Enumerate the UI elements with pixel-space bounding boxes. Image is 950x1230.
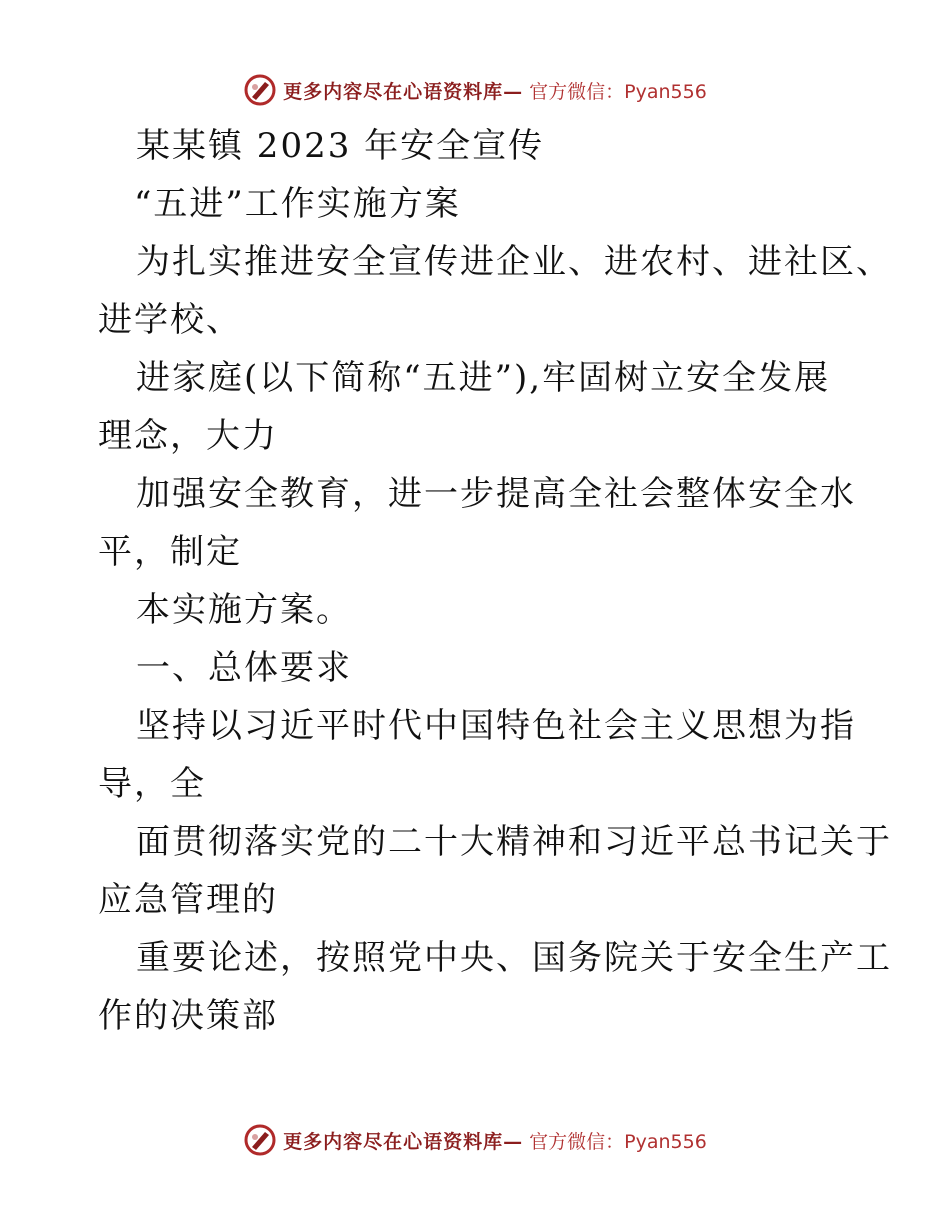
doc-paragraph-line: 加强安全教育，进一步提高全社会整体安全水 <box>136 474 856 514</box>
doc-paragraph-line: 坚持以习近平时代中国特色社会主义思想为指 <box>136 706 856 746</box>
brand-logo-icon <box>243 73 277 107</box>
doc-paragraph-line: 本实施方案。 <box>136 590 352 630</box>
watermark-text: 更多内容尽在心语资料库— <box>283 80 524 103</box>
document-body <box>98 117 892 1045</box>
doc-paragraph-line: 平，制定 <box>98 532 242 572</box>
footer-watermark <box>0 1120 950 1160</box>
doc-paragraph-line: 理念，大力 <box>98 416 278 456</box>
header-watermark <box>0 70 950 110</box>
section-heading: 一、总体要求 <box>136 648 352 688</box>
doc-title-line-2: “五进”工作实施方案 <box>134 184 461 224</box>
doc-paragraph-line: 面贯彻落实党的二十大精神和习近平总书记关于 <box>136 822 892 862</box>
watermark-wechat: 官方微信：Pyan556 <box>529 1130 707 1153</box>
doc-paragraph-line: 导，全 <box>98 764 206 804</box>
doc-paragraph-line: 重要论述，按照党中央、国务院关于安全生产工 <box>136 938 892 978</box>
watermark-wechat: 官方微信：Pyan556 <box>529 80 707 103</box>
doc-paragraph-line: 应急管理的 <box>98 880 278 920</box>
brand-logo-icon <box>243 1123 277 1157</box>
doc-paragraph-line: 为扎实推进安全宣传进企业、进农村、进社区、 <box>136 242 892 282</box>
doc-paragraph-line: 进学校、 <box>98 300 242 340</box>
doc-title-line-1: 某某镇 2023 年安全宣传 <box>136 126 545 166</box>
watermark-text: 更多内容尽在心语资料库— <box>283 1130 524 1153</box>
doc-paragraph-line: 进家庭(以下简称“五进”),牢固树立安全发展 <box>136 358 831 398</box>
doc-paragraph-line: 作的决策部 <box>98 996 278 1036</box>
